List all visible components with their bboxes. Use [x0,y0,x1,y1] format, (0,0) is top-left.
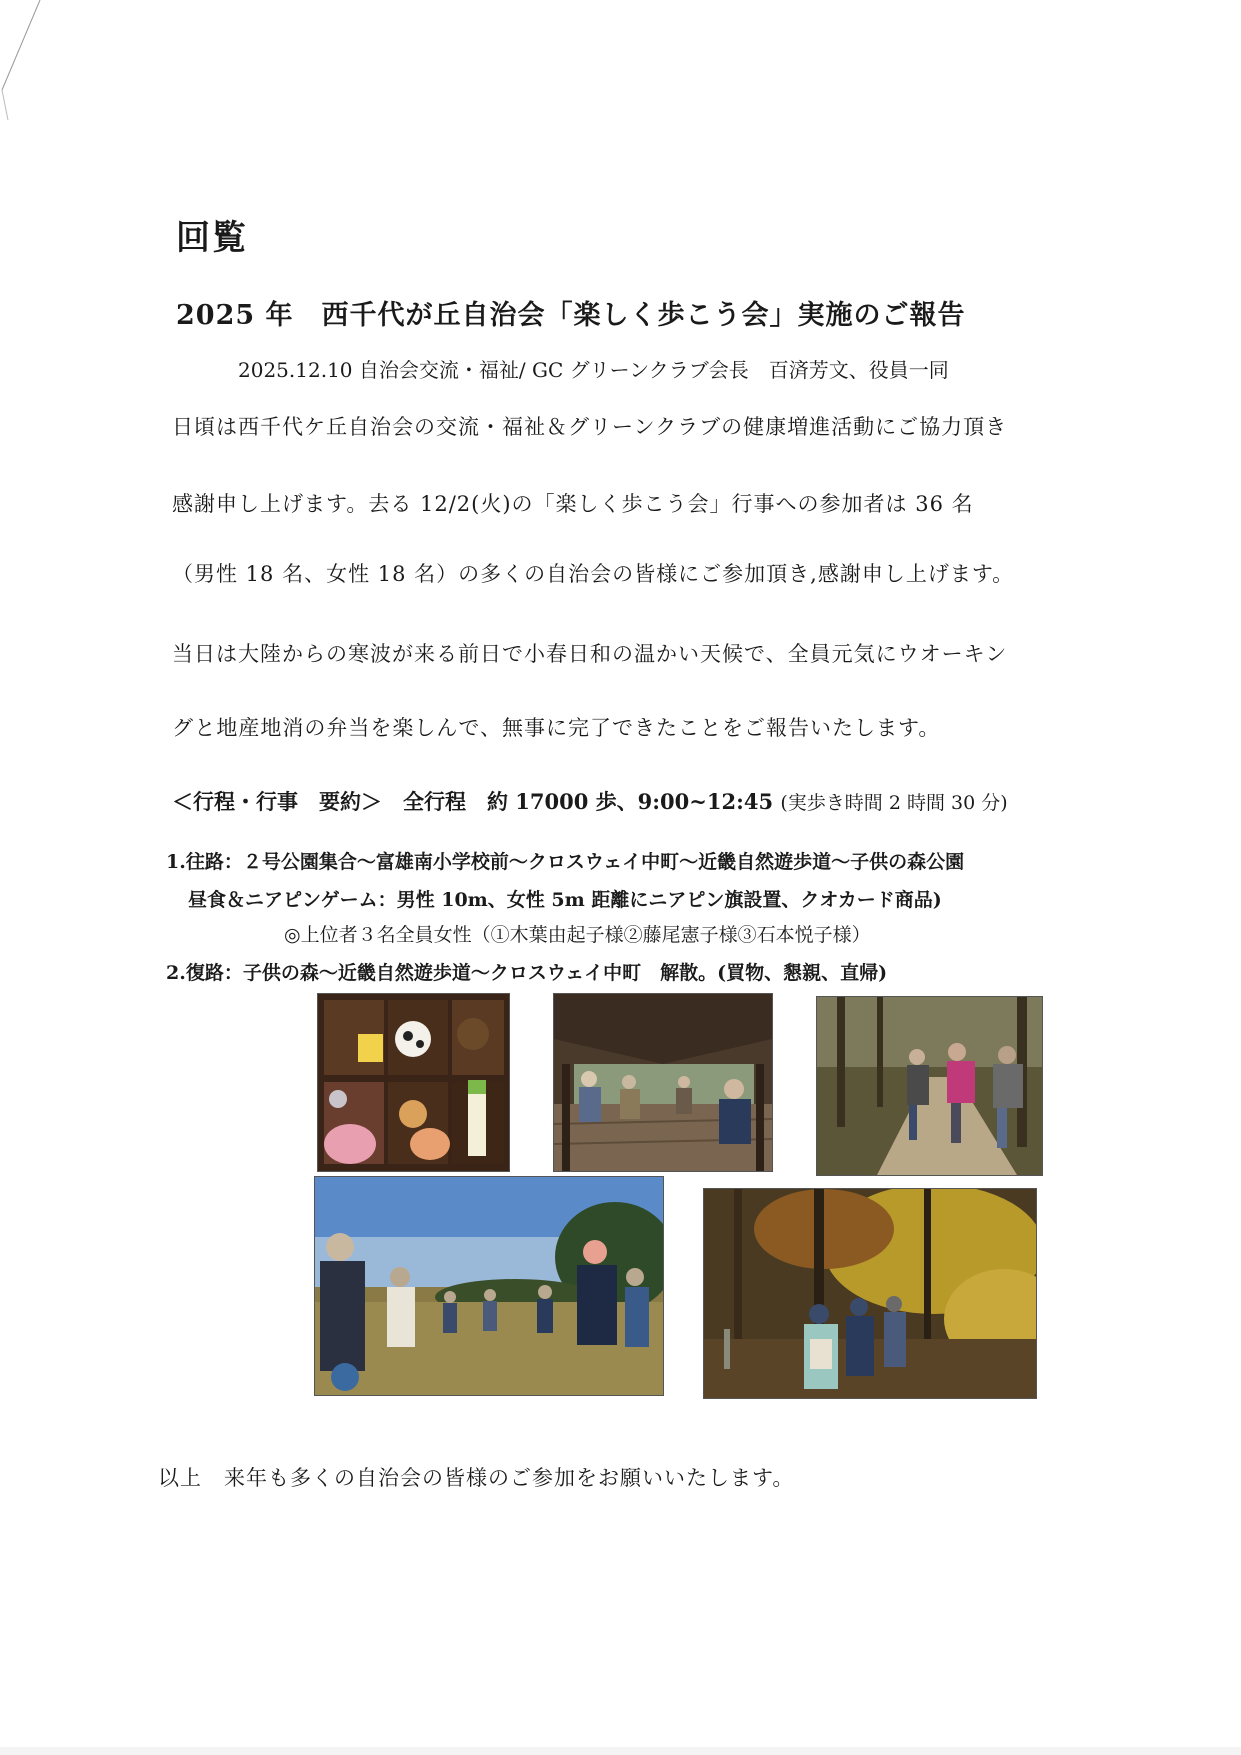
rest-shelter-photo [553,993,773,1172]
autumn-forest-photo [703,1188,1037,1399]
scan-edge-artifact [0,0,60,120]
game-winners: ◎上位者３名全員女性（①木葉由起子様②藤尾憲子様③石本悦子様） [284,924,871,946]
schedule-heading [172,786,1008,816]
circulation-label: 回覧 [176,218,248,258]
body-line-2: 感謝申し上げます。去る 12/2(火)の「楽しく歩こう会」行事への参加者は 36 名 [172,492,974,516]
body-line-3: （男性 18 名、女性 18 名）の多くの自治会の皆様にご参加頂き,感謝申し上げます。 [172,562,1015,586]
bento-lunch-photo [317,993,510,1172]
body-line-4: 当日は大陸からの寒波が来る前日で小春日和の温かい天候で、全員元気にウオーキン [172,642,1008,666]
closing-line: 以上 来年も多くの自治会の皆様のご参加をお願いいたします。 [158,1466,795,1490]
document-title: 2025 年 西千代が丘自治会「楽しく歩こう会」実施のご報告 [176,300,966,331]
scan-bottom-edge [0,1747,1241,1755]
route-outbound: 1.往路：２号公園集合～富雄南小学校前～クロスウェイ中町～近畿自然遊歩道～子供の森公園 [166,851,965,873]
forest-path-photo [816,996,1043,1176]
schedule-summary: ＜行程・行事 要約＞ 全行程 約 17000 歩、9:00~12:45 [172,789,774,814]
park-gathering-photo [314,1176,664,1396]
issuer-line: 2025.12.10 自治会交流・福祉/ GC グリーンクラブ会長 百済芳文、役員一同 [238,358,949,382]
schedule-walking-time: (実歩き時間 2 時間 30 分) [780,792,1008,814]
lunch-game: 昼食＆ニアピンゲーム：男性 10m、女性 5m 距離にニアピン旗設置、クオカード商品) [188,889,942,911]
body-line-1: 日頃は西千代ケ丘自治会の交流・福祉＆グリーンクラブの健康増進活動にご協力頂き [172,415,1008,439]
body-line-5: グと地産地消の弁当を楽しんで、無事に完了できたことをご報告いたします。 [172,716,941,740]
route-return: 2.復路：子供の森～近畿自然遊歩道～クロスウェイ中町 解散。(買物、懇親、直帰) [166,962,888,984]
